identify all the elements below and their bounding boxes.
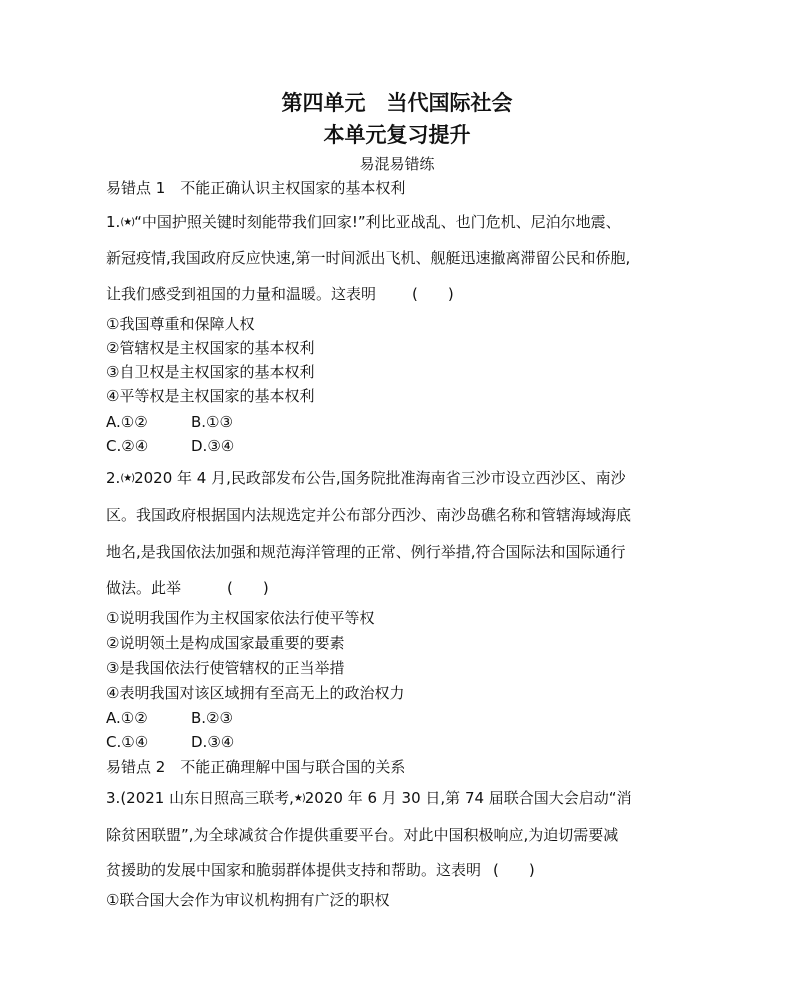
q2-options-row-2: [106, 732, 306, 752]
error-point-1-heading: 易错点 1 不能正确认识主权国家的基本权利: [106, 179, 406, 197]
star-difficulty-icon: ★): [293, 793, 305, 804]
question-2-line-1: [106, 468, 626, 489]
q1-options-row-1: [106, 412, 306, 432]
q1-statement-1: ①我国尊重和保障人权: [106, 315, 255, 333]
question-2-line-4: [106, 578, 269, 598]
q2-statement-3: ③是我国依法行使管辖权的正当举措: [106, 659, 345, 677]
question-1-text-line-3: 让我们感受到祖国的力量和温暖。这表明: [106, 285, 377, 303]
star-difficulty-icon: (★): [120, 217, 135, 228]
q2-statement-2: ②说明领土是构成国家最重要的要素: [106, 634, 345, 652]
answer-blank: ( ): [412, 285, 454, 303]
exercise-title: 易混易错练: [359, 155, 435, 173]
q1-statement-3: ③自卫权是主权国家的基本权利: [106, 363, 315, 381]
q2-option-a: A.①②: [106, 709, 148, 727]
question-1-line-2: 新冠疫情,我国政府反应快速,第一时间派出飞机、舰艇迅速撤离滞留公民和侨胞,: [106, 249, 631, 267]
question-2-line-3: 地名,是我国依法加强和规范海洋管理的正常、例行举措,符合国际法和国际通行: [106, 543, 626, 561]
question-1-text-line-1: “中国护照关键时刻能带我们回家!”利比亚战乱、也门危机、尼泊尔地震、: [134, 213, 621, 231]
q1-option-b: B.①③: [191, 413, 233, 431]
q1-statement-4: ④平等权是主权国家的基本权利: [106, 387, 315, 405]
question-2-number: 2.: [106, 469, 121, 487]
unit-title: 第四单元 当代国际社会: [281, 91, 513, 115]
star-difficulty-icon: (★): [120, 473, 135, 484]
question-1-number: 1.: [106, 213, 121, 231]
question-3-text-line-1: 2020 年 6 月 30 日,第 74 届联合国大会启动“消: [304, 789, 632, 807]
question-1-line-3: [106, 284, 454, 304]
question-3-source: (2021 山东日照高三联考,: [120, 789, 294, 807]
answer-blank: ( ): [227, 579, 269, 597]
question-2-text-line-1: 2020 年 4 月,民政部发布公告,国务院批准海南省三沙市设立西沙区、南沙: [134, 469, 626, 487]
question-3-number: 3.: [106, 789, 121, 807]
error-point-2-heading: 易错点 2 不能正确理解中国与联合国的关系: [106, 758, 406, 776]
q1-option-a: A.①②: [106, 413, 148, 431]
question-3-text-line-3: 贫援助的发展中国家和脆弱群体提供支持和帮助。这表明: [106, 861, 482, 879]
question-1-line-1: [106, 212, 621, 233]
question-3-line-3: [106, 860, 535, 880]
question-3-line-1: [106, 788, 632, 809]
q1-options-row-2: [106, 436, 306, 456]
question-2-text-line-4: 做法。此举: [106, 579, 182, 597]
q1-statement-2: ②管辖权是主权国家的基本权利: [106, 339, 315, 357]
q2-option-d: D.③④: [191, 733, 235, 751]
q3-statement-1: ①联合国大会作为审议机构拥有广泛的职权: [106, 891, 390, 909]
q2-statement-4: ④表明我国对该区域拥有至高无上的政治权力: [106, 684, 405, 702]
q2-option-c: C.①④: [106, 733, 149, 751]
q1-option-c: C.②④: [106, 437, 149, 455]
answer-blank: ( ): [493, 861, 535, 879]
q2-option-b: B.②③: [191, 709, 233, 727]
question-3-line-2: 除贫困联盟”,为全球减贫合作提供重要平台。对此中国积极响应,为迫切需要减: [106, 826, 619, 844]
question-2-line-2: 区。我国政府根据国内法规选定并公布部分西沙、南沙岛礁名称和管辖海域海底: [106, 506, 632, 524]
q2-options-row-1: [106, 708, 306, 728]
q1-option-d: D.③④: [191, 437, 235, 455]
section-title: 本单元复习提升: [323, 123, 471, 147]
q2-statement-1: ①说明我国作为主权国家依法行使平等权: [106, 609, 375, 627]
